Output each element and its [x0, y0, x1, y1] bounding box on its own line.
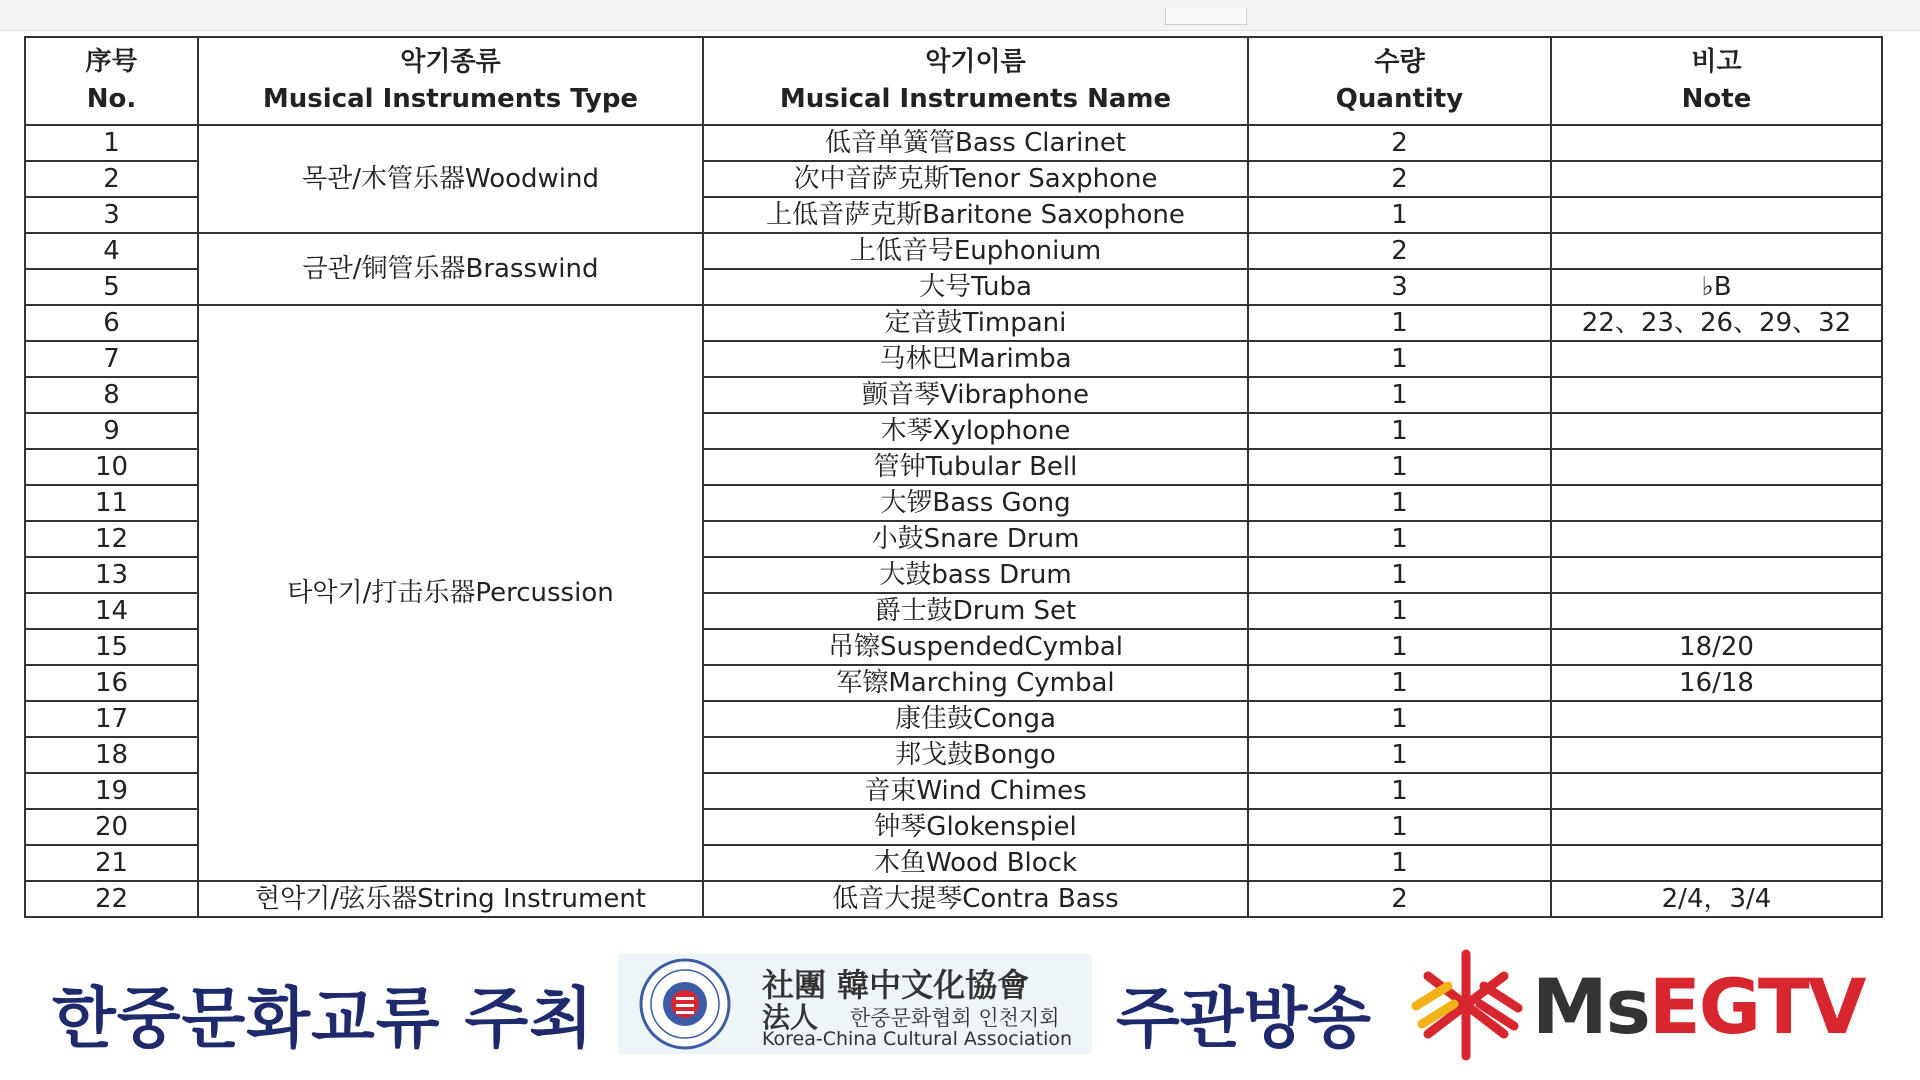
column-header — [1551, 37, 1882, 125]
instrument-name-cell: 康佳鼓Conga — [703, 701, 1248, 737]
row-number: 1 — [25, 125, 198, 161]
note-cell: 22、23、26、29、32 — [1551, 305, 1882, 341]
column-header — [703, 37, 1248, 125]
instrument-name-cell: 管钟Tubular Bell — [703, 449, 1248, 485]
instrument-name-cell: 大锣Bass Gong — [703, 485, 1248, 521]
brand-name — [1532, 962, 1865, 1051]
instrument-name-cell: 爵士鼓Drum Set — [703, 593, 1248, 629]
quantity-cell: 1 — [1248, 557, 1551, 593]
instrument-name-cell: 军镲Marching Cymbal — [703, 665, 1248, 701]
column-header — [198, 37, 703, 125]
row-number: 10 — [25, 449, 198, 485]
row-number: 13 — [25, 557, 198, 593]
table-row — [25, 125, 1882, 161]
msegtv-mark-icon — [1408, 946, 1526, 1064]
quantity-cell: 1 — [1248, 737, 1551, 773]
column-header — [25, 37, 198, 125]
brand-ms-text: Ms — [1532, 962, 1649, 1051]
quantity-cell: 2 — [1248, 161, 1551, 197]
note-cell — [1551, 485, 1882, 521]
row-number: 4 — [25, 233, 198, 269]
instrument-name-cell: 低音单簧管Bass Clarinet — [703, 125, 1248, 161]
column-header-english: Quantity — [1335, 84, 1464, 114]
instrument-name-cell: 次中音萨克斯Tenor Saxphone — [703, 161, 1248, 197]
row-number: 9 — [25, 413, 198, 449]
org-name-korean: 한중문화협회 인천지회 — [850, 1006, 1060, 1030]
row-number: 19 — [25, 773, 198, 809]
column-header-english: No. — [86, 84, 137, 114]
instrument-name-cell: 音束Wind Chimes — [703, 773, 1248, 809]
broadcast-text: 주관방송 — [1116, 980, 1372, 1057]
row-number: 8 — [25, 377, 198, 413]
instrument-name-cell: 上低音萨克斯Baritone Saxophone — [703, 197, 1248, 233]
instrument-type-cell: 금관/铜管乐器Brasswind — [198, 233, 703, 305]
note-cell — [1551, 809, 1882, 845]
column-header-korean: 序号 — [85, 47, 138, 77]
quantity-cell: 1 — [1248, 665, 1551, 701]
note-cell — [1551, 521, 1882, 557]
note-cell: 18/20 — [1551, 629, 1882, 665]
quantity-cell: 1 — [1248, 809, 1551, 845]
footer-banner — [0, 930, 1920, 1080]
quantity-cell: 1 — [1248, 629, 1551, 665]
instrument-name-cell: 吊镲SuspendedCymbal — [703, 629, 1248, 665]
instrument-name-cell: 大号Tuba — [703, 269, 1248, 305]
table-row — [25, 881, 1882, 917]
association-seal-icon — [626, 957, 744, 1051]
instrument-table — [24, 36, 1883, 918]
table-body — [25, 125, 1882, 917]
quantity-cell: 1 — [1248, 197, 1551, 233]
note-cell — [1551, 449, 1882, 485]
row-number: 11 — [25, 485, 198, 521]
quantity-cell: 1 — [1248, 413, 1551, 449]
row-number: 17 — [25, 701, 198, 737]
note-cell — [1551, 341, 1882, 377]
instrument-name-cell: 木鱼Wood Block — [703, 845, 1248, 881]
quantity-cell: 1 — [1248, 449, 1551, 485]
note-cell: ♭B — [1551, 269, 1882, 305]
row-number: 22 — [25, 881, 198, 917]
quantity-cell: 1 — [1248, 485, 1551, 521]
note-cell — [1551, 125, 1882, 161]
msegtv-logo — [1408, 940, 1865, 1070]
org-name-hanja: 社團 韓中文化協會 — [762, 966, 1030, 1004]
column-header-english: Note — [1681, 84, 1752, 114]
quantity-cell: 1 — [1248, 845, 1551, 881]
note-cell — [1551, 593, 1882, 629]
row-number: 6 — [25, 305, 198, 341]
association-logo — [618, 954, 1092, 1054]
column-header-english: Musical Instruments Name — [779, 84, 1172, 114]
quantity-cell: 2 — [1248, 125, 1551, 161]
quantity-cell: 1 — [1248, 701, 1551, 737]
column-header-korean: 수량 — [1374, 47, 1425, 77]
quantity-cell: 1 — [1248, 305, 1551, 341]
row-number: 15 — [25, 629, 198, 665]
note-cell — [1551, 233, 1882, 269]
quantity-cell: 1 — [1248, 377, 1551, 413]
note-cell — [1551, 701, 1882, 737]
instrument-name-cell: 钟琴Glokenspiel — [703, 809, 1248, 845]
instrument-name-cell: 大鼓bass Drum — [703, 557, 1248, 593]
instrument-name-cell: 上低音号Euphonium — [703, 233, 1248, 269]
column-header — [1248, 37, 1551, 125]
column-header-korean: 악기이름 — [925, 47, 1026, 77]
instrument-name-cell: 小鼓Snare Drum — [703, 521, 1248, 557]
note-cell — [1551, 737, 1882, 773]
row-number: 5 — [25, 269, 198, 305]
column-header-korean: 악기종류 — [400, 47, 501, 77]
instrument-name-cell: 木琴Xylophone — [703, 413, 1248, 449]
instrument-name-cell: 邦戈鼓Bongo — [703, 737, 1248, 773]
table-row — [25, 305, 1882, 341]
window-top-bar — [0, 0, 1920, 31]
note-cell — [1551, 413, 1882, 449]
tab-handle[interactable] — [1165, 8, 1247, 25]
table-header-row — [25, 37, 1882, 125]
quantity-cell: 1 — [1248, 341, 1551, 377]
note-cell — [1551, 161, 1882, 197]
quantity-cell: 1 — [1248, 521, 1551, 557]
row-number: 18 — [25, 737, 198, 773]
instrument-name-cell: 低音大提琴Contra Bass — [703, 881, 1248, 917]
row-number: 21 — [25, 845, 198, 881]
row-number: 3 — [25, 197, 198, 233]
host-text: 한중문화교류 주최 — [52, 980, 595, 1057]
note-cell — [1551, 197, 1882, 233]
row-number: 20 — [25, 809, 198, 845]
brand-egtv-text: EGTV — [1648, 962, 1865, 1051]
instrument-type-cell: 타악기/打击乐器Percussion — [198, 305, 703, 881]
org-name-english: Korea-China Cultural Association — [762, 1028, 1073, 1050]
instrument-type-cell: 현악기/弦乐器String Instrument — [198, 881, 703, 917]
instrument-name-cell: 马林巴Marimba — [703, 341, 1248, 377]
instrument-sheet — [0, 31, 1900, 931]
column-header-english: Musical Instruments Type — [262, 84, 639, 114]
note-cell — [1551, 773, 1882, 809]
note-cell — [1551, 845, 1882, 881]
row-number: 16 — [25, 665, 198, 701]
column-header-korean: 비고 — [1691, 47, 1742, 77]
row-number: 12 — [25, 521, 198, 557]
quantity-cell: 2 — [1248, 233, 1551, 269]
note-cell: 2/4，3/4 — [1551, 881, 1882, 917]
row-number: 7 — [25, 341, 198, 377]
org-prefix-hanja: 法人 — [762, 1001, 819, 1034]
quantity-cell: 3 — [1248, 269, 1551, 305]
row-number: 14 — [25, 593, 198, 629]
quantity-cell: 1 — [1248, 593, 1551, 629]
instrument-type-cell: 목관/木管乐器Woodwind — [198, 125, 703, 233]
row-number: 2 — [25, 161, 198, 197]
quantity-cell: 1 — [1248, 773, 1551, 809]
instrument-name-cell: 定音鼓Timpani — [703, 305, 1248, 341]
quantity-cell: 2 — [1248, 881, 1551, 917]
instrument-name-cell: 颤音琴Vibraphone — [703, 377, 1248, 413]
note-cell — [1551, 557, 1882, 593]
note-cell — [1551, 377, 1882, 413]
table-row — [25, 233, 1882, 269]
note-cell: 16/18 — [1551, 665, 1882, 701]
